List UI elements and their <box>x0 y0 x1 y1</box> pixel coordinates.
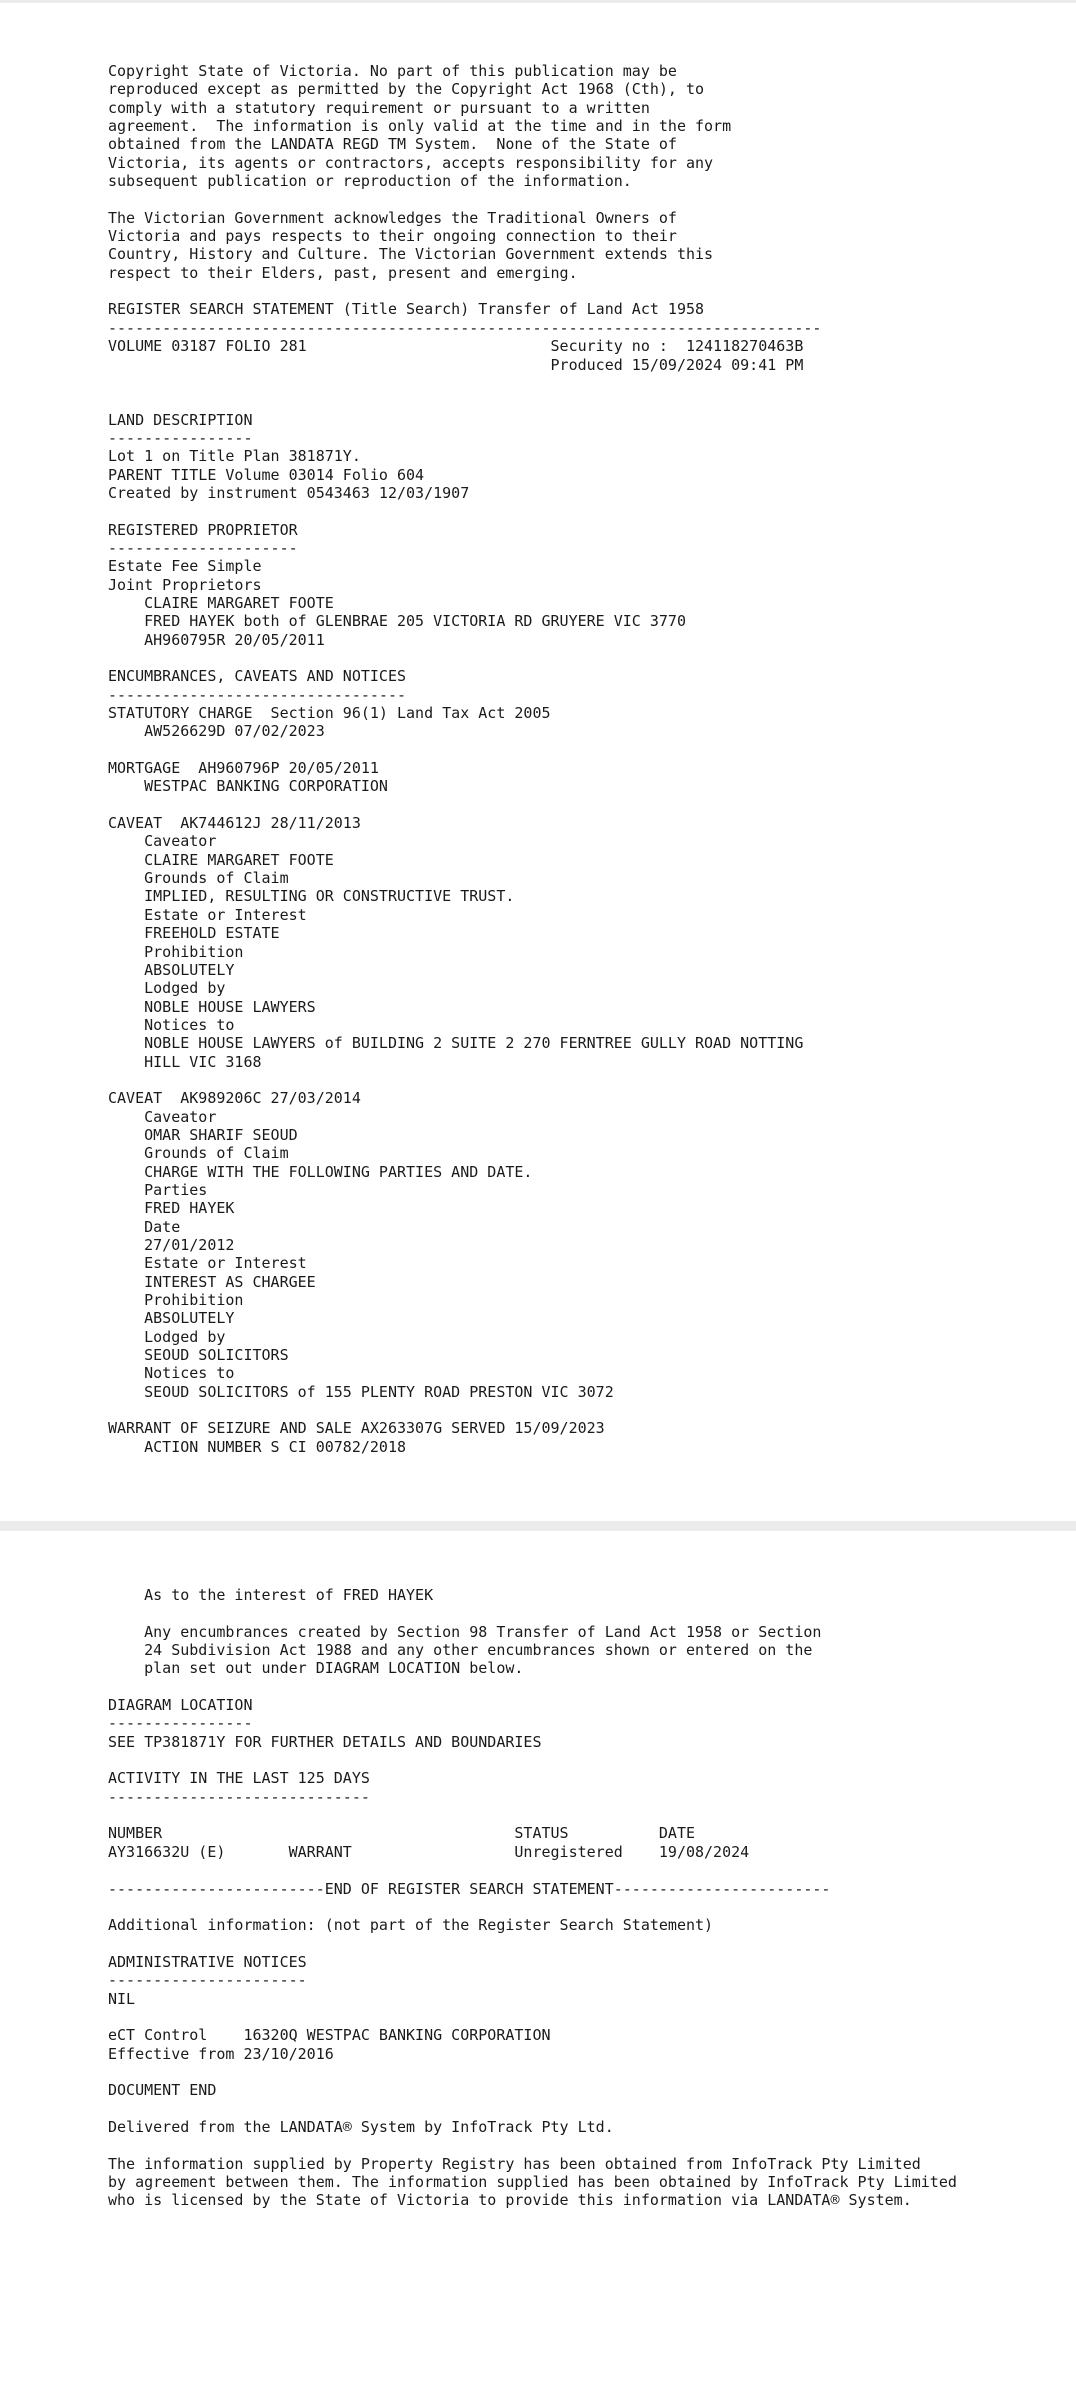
document-line: respect to their Elders, past, present and emerging. <box>108 263 578 282</box>
document-line: AW526629D 07/02/2023 <box>108 722 325 741</box>
register-search-statement-page-2 <box>108 1586 957 2210</box>
document-line: OMAR SHARIF SEOUD <box>108 1125 298 1144</box>
page-separator <box>0 1521 1076 1531</box>
document-line: WESTPAC BANKING CORPORATION <box>108 777 388 796</box>
document-line <box>108 1678 957 1696</box>
document-line <box>108 1935 957 1953</box>
document-line: Additional information: (not part of the Register Search Statement) <box>108 1916 714 1935</box>
document-line: ---------------------- <box>108 1971 307 1990</box>
document-line <box>108 1861 957 1879</box>
document-line: Produced 15/09/2024 09:41 PM <box>108 355 804 374</box>
document-line: ---------------- <box>108 428 253 447</box>
document-line: Country, History and Culture. The Victorian Government extends this <box>108 245 714 264</box>
document-line <box>108 796 821 814</box>
document-line: Notices to <box>108 1015 235 1034</box>
document-line: NOBLE HOUSE LAWYERS of BUILDING 2 SUITE 2 270 FERNTREE GULLY ROAD NOTTING <box>108 1034 804 1053</box>
document-line: VOLUME 03187 FOLIO 281 Security no : 124118270463B <box>108 337 804 356</box>
document-line: CLAIRE MARGARET FOOTE <box>108 593 334 612</box>
document-line: Grounds of Claim <box>108 869 289 888</box>
document-line: Grounds of Claim <box>108 1144 289 1163</box>
register-search-statement-page-1 <box>108 62 821 1456</box>
document-line: Lot 1 on Title Plan 381871Y. <box>108 447 361 466</box>
document-line: reproduced except as permitted by the Copyright Act 1968 (Cth), to <box>108 80 705 99</box>
document-line: HILL VIC 3168 <box>108 1052 262 1071</box>
document-line: AY316632U (E) WARRANT Unregistered 19/08/2024 <box>108 1842 750 1861</box>
document-line <box>108 190 821 208</box>
document-line <box>108 502 821 520</box>
document-line: Created by instrument 0543463 12/03/1907 <box>108 483 470 502</box>
document-line: Estate Fee Simple <box>108 557 262 576</box>
document-line: agreement. The information is only valid at the time and in the form <box>108 117 732 136</box>
document-line: NIL <box>108 1989 136 2008</box>
document-line: comply with a statutory requirement or pursuant to a written <box>108 98 650 117</box>
document-line: ENCUMBRANCES, CAVEATS AND NOTICES <box>108 667 407 686</box>
document-line: Caveator <box>108 1107 217 1126</box>
document-line: Joint Proprietors <box>108 575 262 594</box>
document-line: ADMINISTRATIVE NOTICES <box>108 1952 307 1971</box>
document-line: MORTGAGE AH960796P 20/05/2011 <box>108 759 379 778</box>
document-line: INTEREST AS CHARGEE <box>108 1272 316 1291</box>
document-line: Prohibition <box>108 942 244 961</box>
document-line: DOCUMENT END <box>108 2081 217 2100</box>
document-line: The Victorian Government acknowledges the Traditional Owners of <box>108 208 677 227</box>
document-line: Delivered from the LANDATA® System by InfoTrack Pty Ltd. <box>108 2117 614 2136</box>
document-line <box>108 741 821 759</box>
document-line: Caveator <box>108 832 217 851</box>
document-line: PARENT TITLE Volume 03014 Folio 604 <box>108 465 425 484</box>
document-line: eCT Control 16320Q WESTPAC BANKING CORPORATION <box>108 2026 551 2045</box>
document-line: NOBLE HOUSE LAWYERS <box>108 997 316 1016</box>
document-line: who is licensed by the State of Victoria to provide this information via LANDATA® System. <box>108 2191 912 2210</box>
document-line: 27/01/2012 <box>108 1236 235 1254</box>
document-line: CAVEAT AK989206C 27/03/2014 <box>108 1089 361 1108</box>
document-line: ABSOLUTELY <box>108 960 235 979</box>
page-top-border <box>0 0 1076 3</box>
document-line: REGISTERED PROPRIETOR <box>108 520 298 539</box>
document-line: Lodged by <box>108 1327 226 1346</box>
document-line <box>108 374 821 392</box>
document-line: subsequent publication or reproduction of the information. <box>108 172 632 191</box>
document-line: WARRANT OF SEIZURE AND SALE AX263307G SERVED 15/09/2023 <box>108 1419 605 1438</box>
document-line: The information supplied by Property Registry has been obtained from InfoTrack Pty Limited <box>108 2154 921 2173</box>
document-line <box>108 1401 821 1419</box>
document-line <box>108 2100 957 2118</box>
document-line: ----------------------------- <box>108 1787 370 1806</box>
document-line: Effective from 23/10/2016 <box>108 2044 334 2063</box>
document-line: SEE TP381871Y FOR FURTHER DETAILS AND BOUNDARIES <box>108 1732 542 1751</box>
document-line: FRED HAYEK <box>108 1199 235 1218</box>
document-line: Copyright State of Victoria. No part of this publication may be <box>108 62 677 80</box>
document-line: DIAGRAM LOCATION <box>108 1696 253 1715</box>
document-line: ACTIVITY IN THE LAST 125 DAYS <box>108 1769 370 1788</box>
document-line: FRED HAYEK both of GLENBRAE 205 VICTORIA RD GRUYERE VIC 3770 <box>108 612 686 631</box>
document-line <box>108 1806 957 1824</box>
document-line: REGISTER SEARCH STATEMENT (Title Search) Transfer of Land Act 1958 <box>108 300 705 319</box>
document-line: CAVEAT AK744612J 28/11/2013 <box>108 814 361 833</box>
document-line: Estate or Interest <box>108 1254 307 1273</box>
document-line: by agreement between them. The information supplied has been obtained by InfoTrack Pty Limited <box>108 2173 957 2191</box>
document-line <box>108 2136 957 2154</box>
document-line: --------------------- <box>108 538 298 557</box>
document-line: FREEHOLD ESTATE <box>108 924 280 943</box>
document-line: ABSOLUTELY <box>108 1309 235 1328</box>
document-line: ---------------- <box>108 1714 253 1733</box>
document-line <box>108 649 821 667</box>
document-line: Parties <box>108 1180 208 1199</box>
document-line: Notices to <box>108 1364 235 1383</box>
document-line: CHARGE WITH THE FOLLOWING PARTIES AND DATE. <box>108 1162 533 1181</box>
document-line: NUMBER STATUS DATE <box>108 1824 695 1843</box>
document-line <box>108 1898 957 1916</box>
document-line: 24 Subdivision Act 1988 and any other encumbrances shown or entered on the <box>108 1641 813 1660</box>
document-line: Any encumbrances created by Section 98 Transfer of Land Act 1958 or Section <box>108 1622 822 1641</box>
document-line <box>108 1604 957 1622</box>
document-line: Estate or Interest <box>108 905 307 924</box>
document-line: Victoria, its agents or contractors, accepts responsibility for any <box>108 153 714 172</box>
document-line: As to the interest of FRED HAYEK <box>108 1586 434 1604</box>
document-line <box>108 2063 957 2081</box>
document-line: SEOUD SOLICITORS <box>108 1346 289 1365</box>
document-line: Date <box>108 1217 181 1236</box>
document-line: ACTION NUMBER S CI 00782/2018 <box>108 1437 407 1456</box>
document-line: Victoria and pays respects to their ongoing connection to their <box>108 227 677 246</box>
document-line: --------------------------------- <box>108 685 407 704</box>
document-line: obtained from the LANDATA REGD TM System. None of the State of <box>108 135 677 154</box>
document-line: LAND DESCRIPTION <box>108 410 253 429</box>
document-line: Prohibition <box>108 1291 244 1310</box>
document-line <box>108 1751 957 1769</box>
document-line: STATUTORY CHARGE Section 96(1) Land Tax Act 2005 <box>108 704 551 723</box>
document-line <box>108 282 821 300</box>
document-line <box>108 392 821 410</box>
document-line: Lodged by <box>108 979 226 998</box>
document-line: plan set out under DIAGRAM LOCATION below. <box>108 1659 524 1678</box>
document-line <box>108 2008 957 2026</box>
document-line: SEOUD SOLICITORS of 155 PLENTY ROAD PRESTON VIC 3072 <box>108 1382 614 1401</box>
document-line: ------------------------END OF REGISTER SEARCH STATEMENT------------------------ <box>108 1879 831 1898</box>
document-line: AH960795R 20/05/2011 <box>108 630 325 649</box>
document-line <box>108 1071 821 1089</box>
document-line: ------------------------------------------------------------------------------- <box>108 318 822 337</box>
document-line: CLAIRE MARGARET FOOTE <box>108 850 334 869</box>
document-line: IMPLIED, RESULTING OR CONSTRUCTIVE TRUST. <box>108 887 515 906</box>
